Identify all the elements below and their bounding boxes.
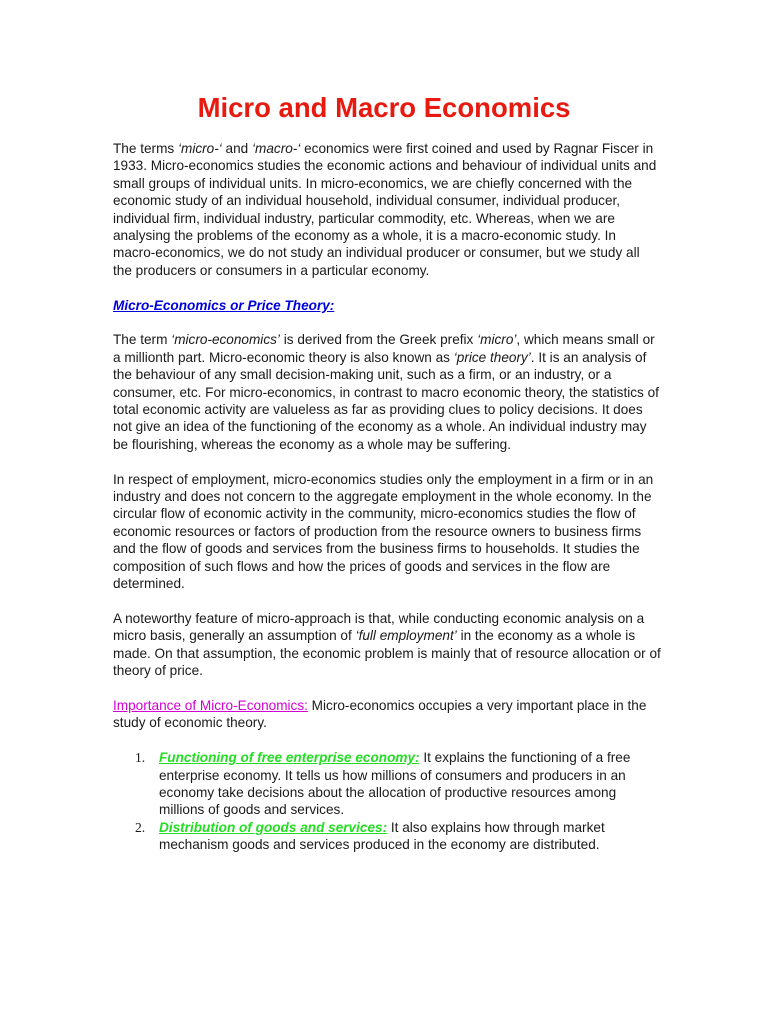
section-heading-text: Micro-Economics or Price Theory: <box>113 297 335 313</box>
micro-economics-paragraph-3: A noteworthy feature of micro-approach is that, while conducting economic analysis on a micro basis, generally an assumption of ‘full employment’ in the economy as a whole is made. On that assumption, the economic problem is mainly that of resource allocation or of theory of price. <box>113 610 661 679</box>
list-item <box>113 819 661 854</box>
micro-economics-paragraph-2: In respect of employment, micro-economics studies only the employment in a firm or in an industry and does not concern to the aggregate employment in the whole economy. In the circular flow of economic activity in the community, micro-economics studies the flow of economic resources or factors of production from the resource owners to business firms and the flow of goods and services from the business firms to households. It studies the composition of such flows and how the prices of goods and services in the flow are determined. <box>113 471 654 592</box>
document-body <box>113 140 661 854</box>
list-item-heading: Distribution of goods and services: <box>159 819 388 835</box>
list-item-text: It also explains how through market mechanism goods and services produced in the economy are distributed. <box>159 819 605 853</box>
page-title: Micro and Macro Economics <box>197 92 571 123</box>
importance-list <box>113 749 661 853</box>
section-heading-micro-economics <box>113 297 661 314</box>
importance-paragraph: Importance of Micro-Economics: Micro-economics occupies a very important place in the study of economic theory. <box>113 697 647 731</box>
list-item-text: It explains the functioning of a free enterprise economy. It tells us how millions of consumers and producers in an economy take decisions about the allocation of productive resources among millions of goods and services. <box>159 750 631 818</box>
importance-heading: Importance of Micro-Economics: <box>113 697 308 713</box>
list-item-number: 2. <box>135 819 146 835</box>
list-item-heading: Functioning of free enterprise economy: <box>159 750 420 766</box>
micro-economics-paragraph-1: The term ‘micro-economics’ is derived from the Greek prefix ‘micro’, which means small or a millionth part. Micro-economic theory is also known as ‘price theory’. It is an analysis of the behaviour of any small decision-making unit, such as a firm, or an industry, or a consumer, etc. For micro-economics, in contrast to macro economic theory, the statistics of total economic activity are valueless as far as providing clues to policy decisions. It does not give an idea of the functioning of the economy as a whole. An individual industry may be flourishing, whereas the economy as a whole may be suffering. <box>113 332 659 452</box>
intro-paragraph: The terms ‘micro-‘ and ‘macro-‘ economics were first coined and used by Ragnar Fiscer in 1933. Micro-economics studies the economic actions and behaviour of individual units and small groups of individual units. In micro-economics, we are chiefly concerned with the economic study of an individual household, individual consumer, individual producer, individual firm, individual industry, particular commodity, etc. Whereas, when we are analysing the problems of the economy as a whole, it is a macro-economic study. In macro-economics, we do not study an individual producer or consumer, but we study all the producers or consumers in a particular economy. <box>113 141 657 278</box>
list-item-number: 1. <box>135 750 146 766</box>
list-item <box>113 749 661 819</box>
